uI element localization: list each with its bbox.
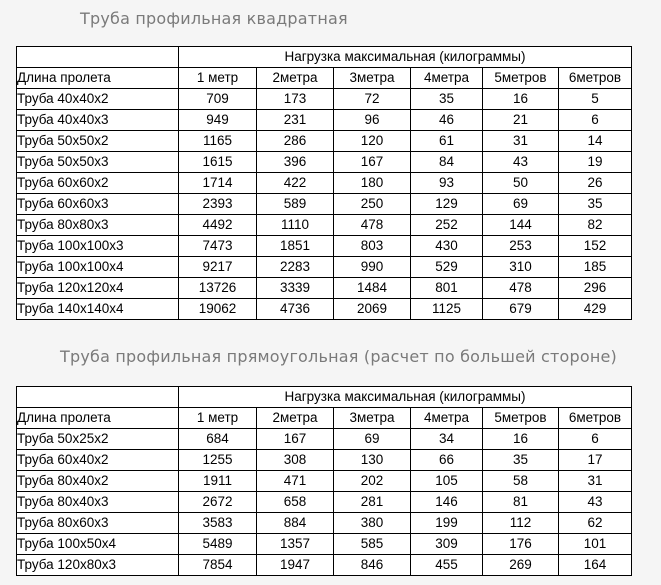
pipe-size-cell: Труба 60х60х3 [17,194,179,215]
load-value-cell: 1714 [179,173,257,194]
load-value-cell: 801 [411,278,483,299]
table-title-rectangular: Труба профильная прямоугольная (расчет по большей стороне) [60,347,617,366]
load-value-cell: 252 [411,215,483,236]
load-value-cell: 1851 [257,236,334,257]
load-value-cell: 35 [411,89,483,110]
load-value-cell: 35 [483,450,559,471]
table-row [17,429,632,450]
load-value-cell: 129 [411,194,483,215]
load-value-cell: 2393 [179,194,257,215]
pipe-size-cell: Труба 100х100х4 [17,257,179,278]
table-row [17,173,632,194]
load-value-cell: 380 [334,513,411,534]
load-value-cell: 846 [334,555,411,576]
table-row [17,492,632,513]
load-value-cell: 250 [334,194,411,215]
load-value-cell: 81 [483,492,559,513]
table-row [17,450,632,471]
load-value-cell: 173 [257,89,334,110]
table-row [17,131,632,152]
load-value-cell: 35 [559,194,632,215]
load-value-cell: 1947 [257,555,334,576]
load-value-cell: 269 [483,555,559,576]
load-value-cell: 6 [559,110,632,131]
load-value-cell: 16 [483,89,559,110]
load-value-cell: 146 [411,492,483,513]
header-row-load [17,47,632,68]
load-value-cell: 471 [257,471,334,492]
load-value-cell: 803 [334,236,411,257]
load-value-cell: 82 [559,215,632,236]
column-header: 3метра [334,68,411,89]
load-value-cell: 2069 [334,299,411,320]
load-value-cell: 62 [559,513,632,534]
load-value-cell: 9217 [179,257,257,278]
load-value-cell: 96 [334,110,411,131]
load-value-cell: 396 [257,152,334,173]
column-header: 2метра [257,408,334,429]
load-value-cell: 310 [483,257,559,278]
load-value-cell: 26 [559,173,632,194]
load-value-cell: 253 [483,236,559,257]
column-header: 6метров [559,68,632,89]
table-row [17,89,632,110]
load-value-cell: 61 [411,131,483,152]
load-value-cell: 43 [559,492,632,513]
column-header: 4метра [411,68,483,89]
load-value-cell: 684 [179,429,257,450]
load-value-cell: 884 [257,513,334,534]
load-value-cell: 281 [334,492,411,513]
table-row [17,215,632,236]
load-value-cell: 46 [411,110,483,131]
load-header-cell: Нагрузка максимальная (килограммы) [179,47,632,68]
load-value-cell: 429 [559,299,632,320]
table-row [17,299,632,320]
load-value-cell: 4736 [257,299,334,320]
load-value-cell: 185 [559,257,632,278]
pipe-size-cell: Труба 60х40х2 [17,450,179,471]
table-row [17,513,632,534]
load-value-cell: 478 [334,215,411,236]
pipe-size-cell: Труба 140х140х4 [17,299,179,320]
table-title-square: Труба профильная квадратная [80,9,348,28]
column-header: 4метра [411,408,483,429]
load-value-cell: 7854 [179,555,257,576]
load-value-cell: 308 [257,450,334,471]
column-header: 6метров [559,408,632,429]
load-value-cell: 529 [411,257,483,278]
load-value-cell: 2283 [257,257,334,278]
column-header: 5метров [483,68,559,89]
load-value-cell: 21 [483,110,559,131]
pipe-size-cell: Труба 120х80х3 [17,555,179,576]
load-value-cell: 6 [559,429,632,450]
load-value-cell: 130 [334,450,411,471]
column-header: 5метров [483,408,559,429]
pipe-size-cell: Труба 60х60х2 [17,173,179,194]
load-value-cell: 19062 [179,299,257,320]
load-value-cell: 120 [334,131,411,152]
load-table-square [16,46,632,320]
load-value-cell: 990 [334,257,411,278]
load-value-cell: 199 [411,513,483,534]
table-row [17,471,632,492]
load-value-cell: 66 [411,450,483,471]
pipe-size-cell: Труба 50х25х2 [17,429,179,450]
load-value-cell: 679 [483,299,559,320]
load-value-cell: 709 [179,89,257,110]
table-row [17,278,632,299]
column-header-row [17,68,632,89]
load-value-cell: 164 [559,555,632,576]
load-value-cell: 84 [411,152,483,173]
load-value-cell: 455 [411,555,483,576]
load-value-cell: 34 [411,429,483,450]
table-row [17,257,632,278]
load-value-cell: 5 [559,89,632,110]
table-row [17,194,632,215]
load-value-cell: 231 [257,110,334,131]
load-value-cell: 152 [559,236,632,257]
load-value-cell: 589 [257,194,334,215]
load-value-cell: 69 [483,194,559,215]
load-value-cell: 43 [483,152,559,173]
load-value-cell: 1615 [179,152,257,173]
column-header-row [17,408,632,429]
load-value-cell: 112 [483,513,559,534]
load-value-cell: 5489 [179,534,257,555]
pipe-size-cell: Труба 80х80х3 [17,215,179,236]
load-value-cell: 422 [257,173,334,194]
column-header-span: Длина пролета [17,408,179,429]
load-value-cell: 296 [559,278,632,299]
load-value-cell: 7473 [179,236,257,257]
pipe-size-cell: Труба 120х120х4 [17,278,179,299]
load-value-cell: 1110 [257,215,334,236]
load-value-cell: 286 [257,131,334,152]
load-value-cell: 93 [411,173,483,194]
column-header: 2метра [257,68,334,89]
load-value-cell: 1911 [179,471,257,492]
load-header-cell: Нагрузка максимальная (килограммы) [179,387,632,408]
load-value-cell: 14 [559,131,632,152]
load-value-cell: 167 [334,152,411,173]
column-header: 1 метр [179,408,257,429]
load-value-cell: 13726 [179,278,257,299]
load-value-cell: 2672 [179,492,257,513]
load-value-cell: 1165 [179,131,257,152]
table-row [17,152,632,173]
load-value-cell: 478 [483,278,559,299]
load-value-cell: 430 [411,236,483,257]
load-value-cell: 180 [334,173,411,194]
load-value-cell: 19 [559,152,632,173]
load-value-cell: 949 [179,110,257,131]
load-value-cell: 16 [483,429,559,450]
load-value-cell: 176 [483,534,559,555]
load-value-cell: 167 [257,429,334,450]
load-value-cell: 31 [483,131,559,152]
pipe-size-cell: Труба 40х40х3 [17,110,179,131]
load-value-cell: 144 [483,215,559,236]
table-row [17,555,632,576]
load-table-rectangular [16,386,632,576]
load-value-cell: 585 [334,534,411,555]
column-header: 3метра [334,408,411,429]
load-value-cell: 1484 [334,278,411,299]
load-value-cell: 101 [559,534,632,555]
load-value-cell: 69 [334,429,411,450]
load-value-cell: 72 [334,89,411,110]
load-value-cell: 4492 [179,215,257,236]
table-row [17,534,632,555]
pipe-size-cell: Труба 80х40х2 [17,471,179,492]
pipe-size-cell: Труба 50х50х3 [17,152,179,173]
header-empty-cell [17,47,179,68]
load-value-cell: 17 [559,450,632,471]
pipe-size-cell: Труба 100х50х4 [17,534,179,555]
pipe-size-cell: Труба 40х40х2 [17,89,179,110]
load-value-cell: 1125 [411,299,483,320]
load-value-cell: 3339 [257,278,334,299]
table-row [17,110,632,131]
load-value-cell: 31 [559,471,632,492]
load-value-cell: 1357 [257,534,334,555]
pipe-size-cell: Труба 80х40х3 [17,492,179,513]
pipe-size-cell: Труба 50х50х2 [17,131,179,152]
table-row [17,236,632,257]
pipe-size-cell: Труба 80х60х3 [17,513,179,534]
header-row-load [17,387,632,408]
load-value-cell: 658 [257,492,334,513]
load-value-cell: 309 [411,534,483,555]
pipe-size-cell: Труба 100х100х3 [17,236,179,257]
column-header-span: Длина пролета [17,68,179,89]
load-value-cell: 3583 [179,513,257,534]
load-value-cell: 1255 [179,450,257,471]
load-value-cell: 50 [483,173,559,194]
load-value-cell: 105 [411,471,483,492]
load-value-cell: 58 [483,471,559,492]
header-empty-cell [17,387,179,408]
load-value-cell: 202 [334,471,411,492]
column-header: 1 метр [179,68,257,89]
